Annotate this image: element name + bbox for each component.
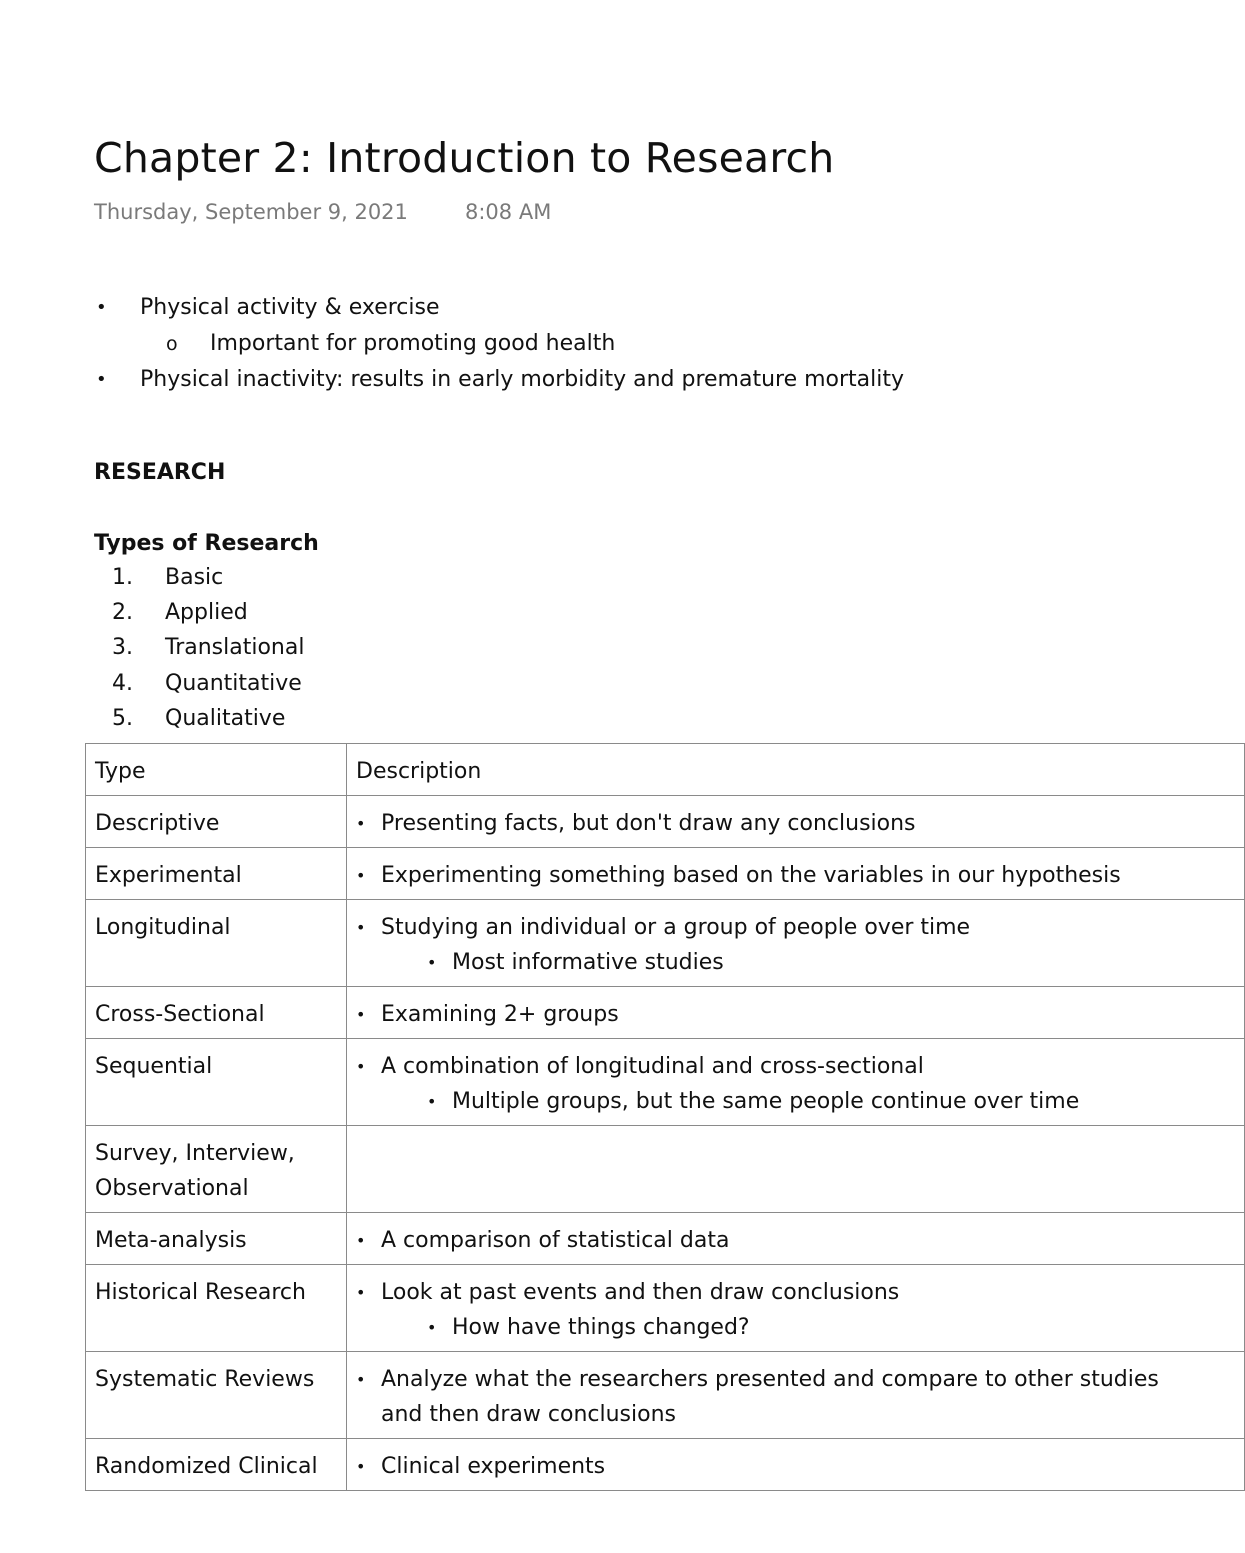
description-continuation: and then draw conclusions [381,1402,676,1427]
description-cell [347,987,1245,1039]
bullet-dot-icon: • [356,1283,366,1302]
bullet-marker: • [96,297,107,318]
description-text: Experimenting something based on the variables in our hypothesis [381,863,1121,888]
research-types-table [85,743,1245,1491]
type-cell [86,1439,347,1491]
list-number: 3. [112,635,133,661]
description-text: A comparison of statistical data [381,1228,730,1253]
table-row [86,1126,1245,1213]
description-cell [347,1352,1245,1439]
description-bullet [356,1362,1236,1397]
section-heading: RESEARCH [94,460,226,485]
type-cell [86,987,347,1039]
description-cell [347,796,1245,848]
table-row [86,796,1245,848]
type-text: Systematic Reviews [95,1367,315,1392]
types-heading: Types of Research [94,531,319,556]
description-bullet [356,945,1236,980]
bullet-text: Physical activity & exercise [140,295,440,320]
description-text: Studying an individual or a group of people over time [381,915,971,940]
type-text-line: Survey, Interview, [95,1141,295,1166]
type-cell [86,1039,347,1126]
description-bullet [356,858,1236,893]
note-time: 8:08 AM [465,200,552,224]
type-text: Randomized Clinical [95,1454,318,1479]
description-text: Analyze what the researchers presented and compare to other studies [381,1367,1159,1392]
bullet-dot-icon: • [356,1005,366,1024]
bullet-dot-icon: • [356,1231,366,1250]
description-bullet [356,1084,1236,1119]
list-text: Quantitative [165,670,302,696]
list-text: Applied [165,600,248,626]
type-text-line: Observational [95,1176,249,1201]
description-cell [347,1126,1245,1213]
description-bullet [356,1275,1236,1310]
description-text: Presenting facts, but don't draw any conclusions [381,811,916,836]
list-number: 4. [112,670,133,696]
type-text: Experimental [95,863,242,888]
description-bullet [356,997,1236,1032]
type-text: Descriptive [95,811,220,836]
type-text: Meta-analysis [95,1228,247,1253]
description-bullet [356,806,1236,841]
type-text: Cross-Sectional [95,1002,265,1027]
description-text: Examining 2+ groups [381,1002,619,1027]
bullet-dot-icon: • [356,1057,366,1076]
type-cell [86,1352,347,1439]
type-text: Longitudinal [95,915,231,940]
table-header-row [86,744,1245,796]
type-cell [86,1265,347,1352]
bullet-dot-icon: • [356,814,366,833]
description-text: How have things changed? [452,1315,750,1340]
page-title: Chapter 2: Introduction to Research [94,134,835,182]
description-bullet [356,1049,1236,1084]
type-cell [86,796,347,848]
description-cell [347,848,1245,900]
bullet-dot-icon: • [427,1318,437,1337]
bullet-dot-icon: • [427,953,437,972]
table-row [86,1213,1245,1265]
description-cell [347,1439,1245,1491]
bullet-dot-icon: • [356,866,366,885]
list-text: Basic [165,565,224,590]
description-cell [347,1213,1245,1265]
header-type: Type [86,744,347,796]
table-row [86,1352,1245,1439]
description-cell [347,900,1245,987]
bullet-dot-icon: • [427,1092,437,1111]
type-text: Sequential [95,1054,213,1079]
description-text: A combination of longitudinal and cross-sectional [381,1054,924,1079]
list-text: Translational [165,635,305,661]
table-row [86,900,1245,987]
description-bullet [356,910,1236,945]
list-number: 1. [112,565,133,590]
bullet-text: Physical inactivity: results in early morbidity and premature mortality [140,367,905,392]
type-text: Historical Research [95,1280,306,1305]
description-text: Most informative studies [452,950,724,975]
description-cell [347,1039,1245,1126]
bullet-marker: o [166,333,178,355]
bullet-dot-icon: • [356,918,366,937]
bullet-dot-icon: • [356,1370,366,1389]
table-row [86,987,1245,1039]
type-cell [86,1213,347,1265]
note-date: Thursday, September 9, 2021 [94,200,408,224]
list-number: 5. [112,705,133,731]
bullet-dot-icon: • [356,1457,366,1476]
description-bullet [356,1449,1236,1484]
description-text: Clinical experiments [381,1454,606,1479]
bullet-text: Important for promoting good health [210,331,616,356]
description-cell [347,1265,1245,1352]
table-row [86,1265,1245,1352]
description-bullet [356,1310,1236,1345]
description-text: Look at past events and then draw conclusions [381,1280,900,1305]
description-text: Multiple groups, but the same people continue over time [452,1089,1080,1114]
table-row [86,848,1245,900]
dateline [94,200,552,224]
type-cell [86,848,347,900]
description-bullet [356,1223,1236,1258]
type-cell [86,900,347,987]
type-cell [86,1126,347,1213]
table-row [86,1039,1245,1126]
research-types-table-wrapper [85,743,1200,1479]
list-text: Qualitative [165,705,286,731]
table-row [86,1439,1245,1491]
list-number: 2. [112,600,133,626]
header-description: Description [347,744,1245,796]
bullet-marker: • [96,369,107,390]
